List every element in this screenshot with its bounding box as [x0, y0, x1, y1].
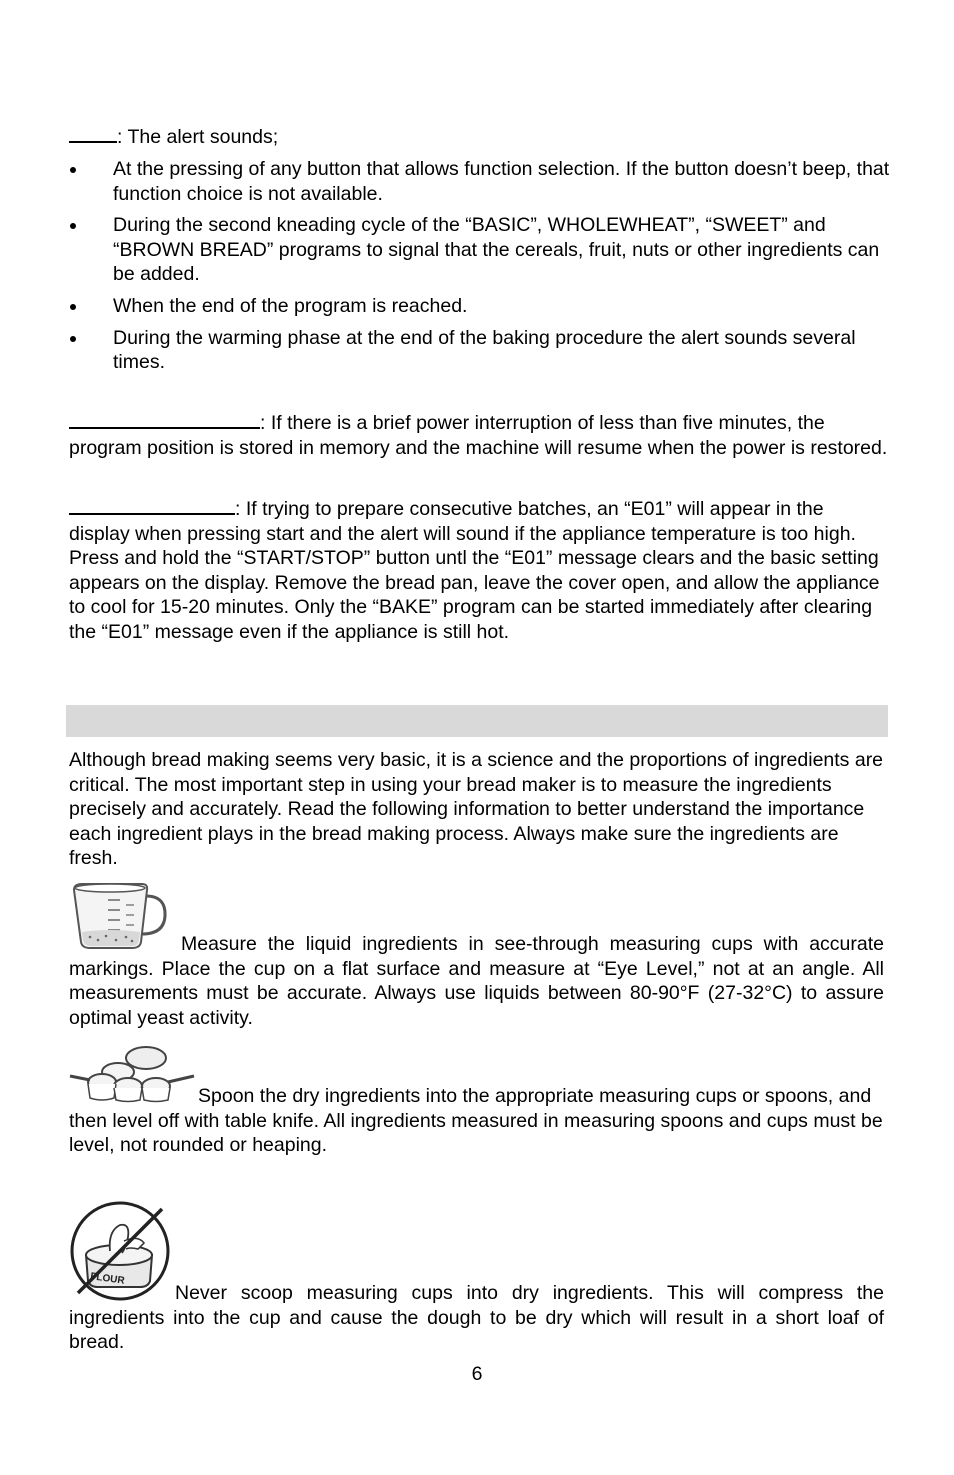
intro-paragraph: Although bread making seems very basic, it is a science and the proportions of ingredients are critical. The most important step in using your bread maker is to measure the ingredients precisely and accurately. Read the following information to better understand the importance each ingredient plays in the bread making process. Always make sure the ingredients are fresh.	[69, 749, 884, 870]
list-item: At the pressing of any button that allows function selection. If the button doesn’t beep, that function choice is not available.	[70, 157, 890, 206]
page-number: 6	[471, 1363, 483, 1385]
flour-label: FLOUR	[89, 1271, 126, 1287]
list-item: During the second kneading cycle of the “BASIC”, WHOLEWHEAT”, “SWEET” and “BROWN BREAD” programs to signal that the cereals, fruit, nuts or other ingredients can be added.	[70, 213, 890, 287]
alert-bullet-list	[70, 157, 890, 382]
blank-heading-alert	[69, 125, 117, 143]
list-item: When the end of the program is reached.	[70, 294, 890, 319]
dry-ingredients-paragraph: Spoon the dry ingredients into the appropriate measuring cups or spoons, and then level off with table knife. All ingredients measured in measuring spoons and cups must be level, not rounded or heaping.	[69, 1085, 883, 1157]
bullet-icon	[70, 336, 76, 342]
bullet-icon	[70, 167, 76, 173]
bullet-icon	[70, 223, 76, 229]
scoop-warning-paragraph: Never scoop measuring cups into dry ingredients. This will compress the ingredients into the cup and cause the dough to be dry which will result in a short loaf of bread.	[69, 1282, 884, 1354]
blank-heading-power	[69, 411, 260, 429]
blank-heading-e01	[69, 497, 235, 515]
alert-intro-line: : The alert sounds;	[69, 125, 889, 150]
section-heading-band	[66, 705, 888, 737]
power-interruption-paragraph: : If there is a brief power interruption of less than five minutes, the program position is stored in memory and the machine will resume when the power is restored.	[69, 412, 888, 459]
liquid-ingredients-paragraph: Measure the liquid ingredients in see-through measuring cups with accurate markings. Place the cup on a flat surface and measure at “Eye Level,” not at an angle. All measurements must be accurate. Always use liquids between 80-90°F (27-32°C) to assure optimal yeast activity.	[69, 933, 884, 1029]
bullet-icon	[70, 304, 76, 310]
e01-paragraph: : If trying to prepare consecutive batches, an “E01” will appear in the display when pressing start and the alert will sound if the appliance temperature is too high. Press and hold the “START/STOP” button untl the “E01” message clears and the basic setting appears on the display. Remove the bread pan, leave the cover open, and allow the appliance to cool for 15-20 minutes. Only the “BAKE” program can be started immediately after clearing the “E01” message even if the appliance is still hot.	[69, 498, 880, 643]
list-item: During the warming phase at the end of the baking procedure the alert sounds several times.	[70, 326, 890, 375]
